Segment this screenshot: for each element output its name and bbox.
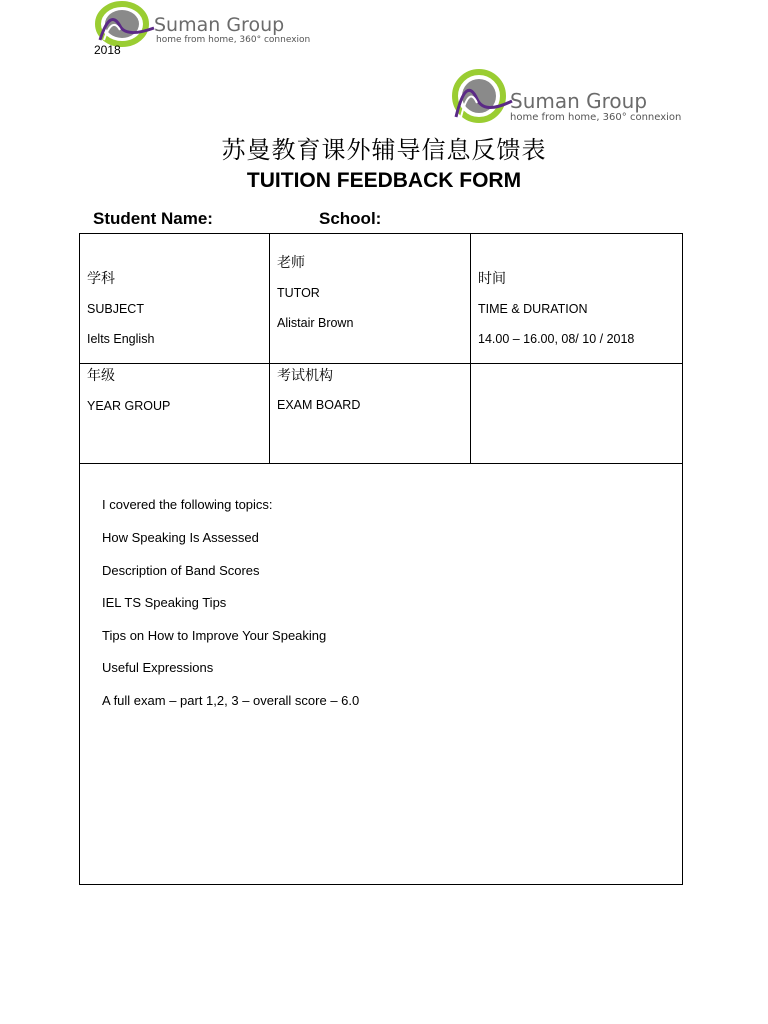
exam-board-label-cn: 考试机构 <box>277 368 333 384</box>
suman-group-logo-right <box>452 69 682 125</box>
list-item: How Speaking Is Assessed <box>102 530 259 545</box>
table-divider <box>470 234 471 463</box>
document-year: 2018 <box>94 43 121 57</box>
subject-label: SUBJECT <box>87 302 144 316</box>
exam-board-label: EXAM BOARD <box>277 398 361 412</box>
time-label: TIME & DURATION <box>478 302 588 316</box>
time-label-cn: 时间 <box>478 271 506 287</box>
feedback-table <box>79 233 683 885</box>
suman-logo-mark-icon <box>452 69 514 125</box>
year-group-label-cn: 年级 <box>87 368 115 384</box>
list-item: Tips on How to Improve Your Speaking <box>102 628 327 643</box>
form-title-chinese: 苏曼教育课外辅导信息反馈表 <box>221 136 547 164</box>
subject-label-cn: 学科 <box>87 271 115 287</box>
logo-tagline-text: home from home, 360° connexion <box>510 112 682 123</box>
suman-logo-mark-icon <box>96 2 156 46</box>
list-item: A full exam – part 1,2, 3 – overall score – 6.0 <box>102 693 360 708</box>
table-divider <box>80 463 682 464</box>
logo-brand-text: Suman Group <box>510 89 648 113</box>
tutor-label-cn: 老师 <box>277 255 305 271</box>
tutor-value: Alistair Brown <box>277 316 354 330</box>
table-divider <box>269 234 270 463</box>
logo-brand-text: Suman Group <box>154 14 285 36</box>
form-title-english: TUITION FEEDBACK FORM <box>246 169 522 192</box>
time-value: 14.00 – 16.00, 08/ 10 / 2018 <box>478 332 635 346</box>
student-name-label: Student Name: <box>93 209 213 228</box>
subject-value: Ielts English <box>87 332 155 346</box>
list-item: IEL TS Speaking Tips <box>102 595 227 610</box>
suman-group-logo-top <box>96 2 326 44</box>
year-group-label: YEAR GROUP <box>87 399 171 413</box>
list-item: Description of Band Scores <box>102 563 260 578</box>
school-label: School: <box>319 209 382 228</box>
topics-intro: I covered the following topics: <box>102 497 273 512</box>
list-item: Useful Expressions <box>102 660 214 675</box>
logo-tagline-text: home from home, 360° connexion <box>156 35 311 45</box>
table-divider <box>80 363 682 364</box>
tutor-label: TUTOR <box>277 286 320 300</box>
